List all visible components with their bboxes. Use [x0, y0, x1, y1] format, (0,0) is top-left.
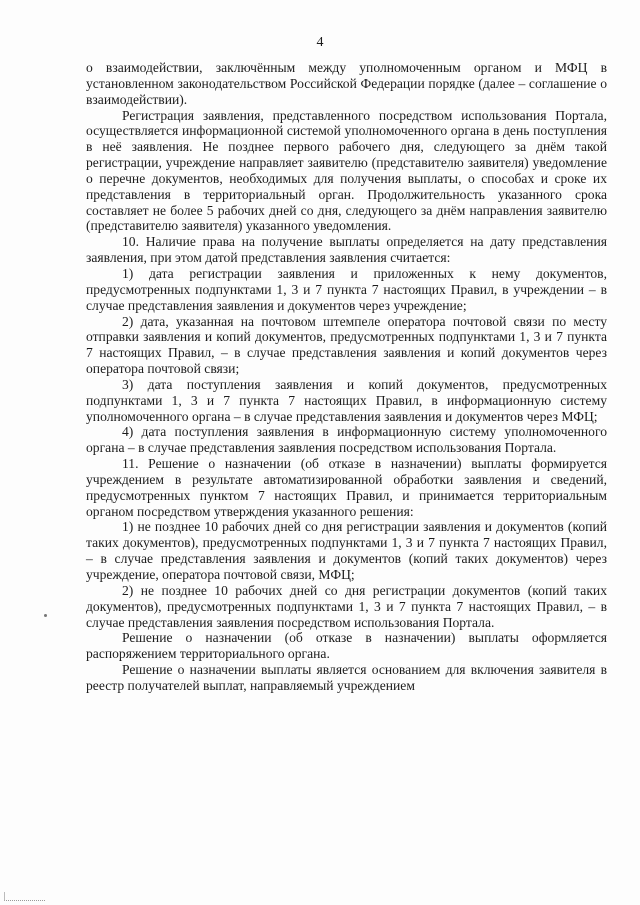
paragraph: 10. Наличие права на получение выплаты определяется на дату представления заявления, при этом датой представления заявления считается:	[86, 234, 607, 266]
paragraph: Регистрация заявления, представленного посредством использования Портала, осуществляется информационной системой уполномоченного органа в день поступления в неё заявления. Не позднее первого рабочего дня, следующего за днём такой регистрации, учреждение направляет заявителю (представителю заявителя) уведомление о перечне документов, необходимых для получения выплаты, о способах и сроке их представления в территориальный орган. Продолжительность указанного срока составляет не более 5 рабочих дней со дня, следующего за днём направления заявителю (представителю заявителя) указанного уведомления.	[86, 107, 607, 234]
scan-edge	[4, 892, 45, 901]
list-item: 2) дата, указанная на почтовом штемпеле оператора почтовой связи по месту отправки заявления и копий документов, предусмотренных подпунктами 1, 3 и 7 пункта 7 настоящих Правил, – в случае представления заявления и копий документов через оператора почтовой связи;	[86, 313, 607, 377]
page-number: 4	[316, 35, 324, 50]
document-body	[86, 60, 607, 694]
list-item: 3) дата поступления заявления и копий документов, предусмотренных подпунктами 1, 3 и 7 пункта 7 настоящих Правил, в информационную систему уполномоченного органа – в случае представления заявления и документов через МФЦ;	[86, 376, 607, 424]
list-item: 1) дата регистрации заявления и приложенных к нему документов, предусмотренных подпунктами 1, 3 и 7 пункта 7 настоящих Правил, в учреждении – в случае представления заявления и документов через учреждение;	[86, 265, 607, 313]
scan-speck	[44, 614, 47, 617]
list-item: 2) не позднее 10 рабочих дней со дня регистрации документов (копий таких документов), предусмотренных подпунктами 1, 3 и 7 пункта 7 настоящих Правил, – в случае представления заявления посредством использования Портала.	[86, 582, 607, 630]
list-item: 1) не позднее 10 рабочих дней со дня регистрации заявления и документов (копий таких документов), предусмотренных подпунктами 1, 3 и 7 пункта 7 настоящих Правил, – в случае представления заявления и документов (копий таких документов) через учреждение, оператора почтовой связи, МФЦ;	[86, 519, 607, 582]
paragraph: Решение о назначении (об отказе в назначении) выплаты оформляется распоряжением территориального органа.	[86, 630, 607, 662]
paragraph: Решение о назначении выплаты является основанием для включения заявителя в реестр получателей выплат, направляемый учреждением	[86, 662, 607, 693]
paragraph: 11. Решение о назначении (об отказе в назначении) выплаты формируется учреждением в результате автоматизированной обработки заявления и сведений, предусмотренных пунктом 7 настоящих Правил, и принимается территориальным органом посредством утверждения указанного решения:	[86, 456, 607, 519]
paragraph: о взаимодействии, заключённым между уполномоченным органом и МФЦ в установленном законодательством Российской Федерации порядке (далее – соглашение о взаимодействии).	[86, 60, 607, 107]
list-item: 4) дата поступления заявления в информационную систему уполномоченного органа – в случае представления заявления посредством использования Портала.	[86, 424, 607, 456]
